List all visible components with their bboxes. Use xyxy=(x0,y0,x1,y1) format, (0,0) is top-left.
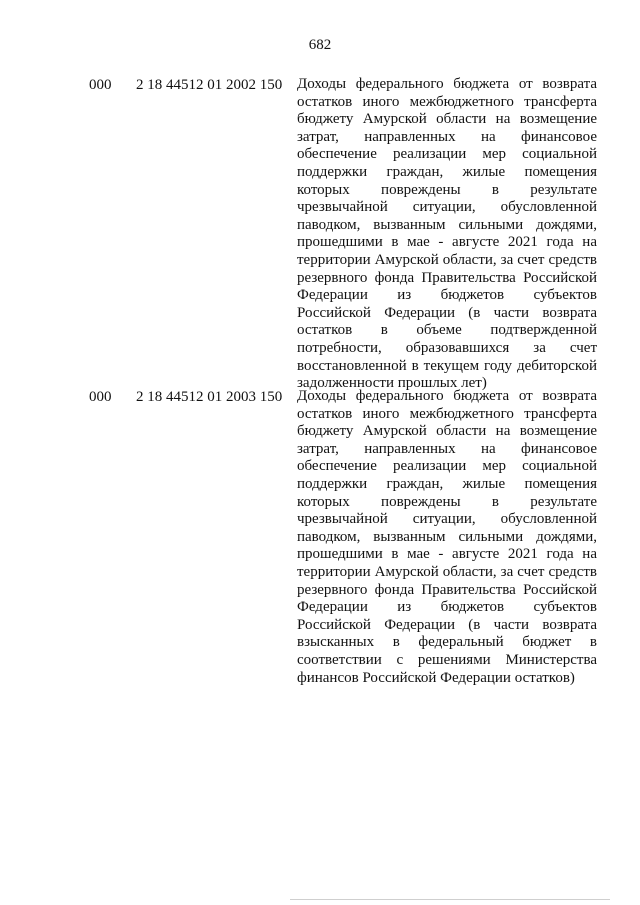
page-number: 682 xyxy=(308,37,332,53)
administrator-code: 000 xyxy=(89,389,112,405)
budget-classification-code: 2 18 44512 01 2002 150 xyxy=(136,77,283,93)
income-description: Доходы федерального бюджета от возврата остатков иного межбюджетного трансферта бюджету Амурской области на возмещение затрат, направленных на финансовое обеспечение реализации мер социальной поддержки граждан, жилые помещения которых повреждены в результате чрезвычайной ситуации, обусловленной паводком, вызванным сильными дождями, прошедшими в мае - августе 2021 года на территории Амурской области, за счет средств резервного фонда Правительства Российской Федерации из бюджетов субъектов Российской Федерации (в части возврата остатков в объеме подтвержденной потребности, образовавшихся за счет восстановленной в текущем году дебиторской задолженности прошлых лет) xyxy=(297,76,597,392)
income-description: Доходы федерального бюджета от возврата остатков иного межбюджетного трансферта бюджету Амурской области на возмещение затрат, направленных на финансовое обеспечение реализации мер социальной поддержки граждан, жилые помещения которых повреждены в результате чрезвычайной ситуации, обусловленной паводком, вызванным сильными дождями, прошедшими в мае - августе 2021 года на территории Амурской области, за счет средств резервного фонда Правительства Российской Федерации из бюджетов субъектов Российской Федерации (в части возврата взысканных в федеральный бюджет в соответствии с решениями Министерства финансов Российской Федерации остатков) xyxy=(297,388,597,686)
budget-classification-code: 2 18 44512 01 2003 150 xyxy=(136,389,283,405)
scan-edge-line xyxy=(290,899,610,900)
administrator-code: 000 xyxy=(89,77,112,93)
